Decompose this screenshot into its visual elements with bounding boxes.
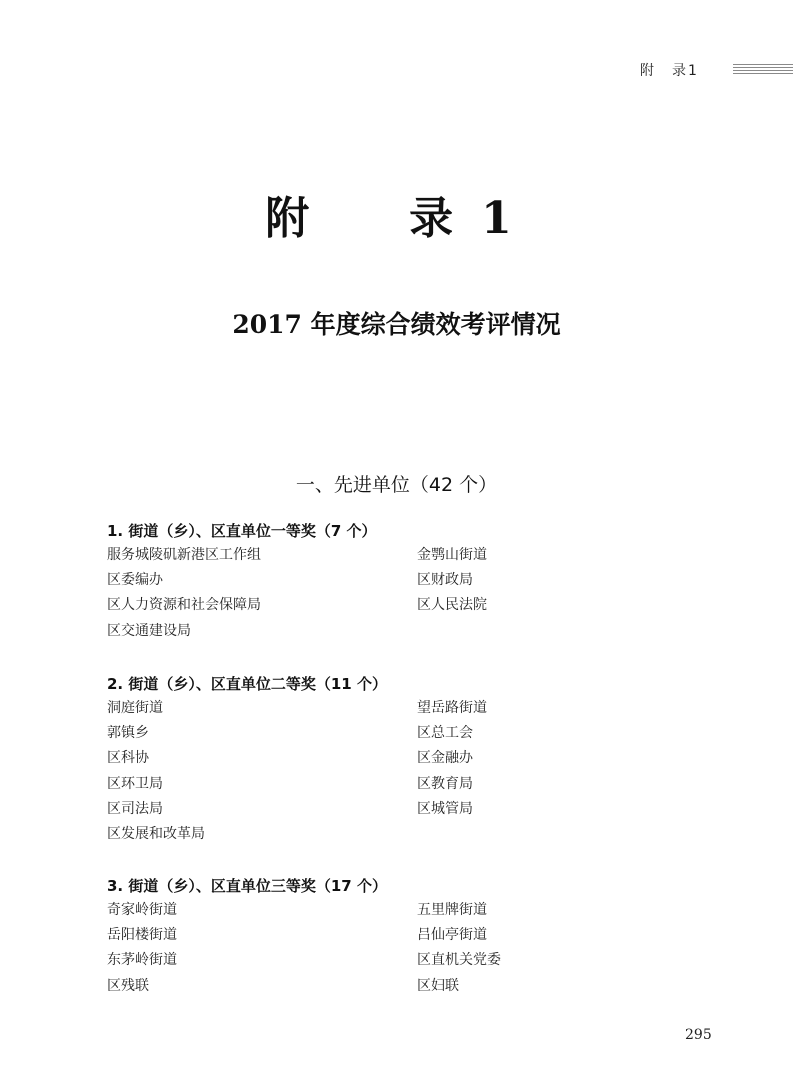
unit-list	[107, 898, 707, 999]
unit-item: 区财政局	[417, 572, 473, 589]
unit-list	[107, 543, 707, 644]
unit-item: 区直机关党委	[417, 952, 501, 969]
unit-item: 区司法局	[107, 800, 163, 817]
running-head	[640, 60, 699, 80]
page-title: 附 录1	[265, 193, 540, 244]
running-head-text: 附 录1	[640, 63, 699, 79]
unit-item: 岳阳楼街道	[107, 927, 177, 944]
unit-item: 区科协	[107, 750, 149, 767]
unit-item: 区交通建设局	[107, 622, 191, 639]
unit-item: 吕仙亭街道	[417, 927, 487, 944]
award-group-third	[107, 874, 707, 999]
award-group-second	[107, 672, 707, 847]
unit-item: 五里牌街道	[417, 902, 487, 918]
unit-list	[107, 696, 707, 847]
unit-item: 区残联	[107, 977, 149, 994]
unit-item: 区人力资源和社会保障局	[107, 597, 261, 614]
unit-item: 服务城陵矶新港区工作组	[107, 547, 261, 563]
section-heading: 一、先进单位（42 个）	[295, 474, 498, 496]
unit-item: 区环卫局	[107, 775, 163, 792]
page-subtitle: 2017 年度综合绩效考评情况	[232, 310, 561, 339]
group-title: 2. 街道（乡）、区直单位二等奖（11 个）	[107, 675, 387, 693]
unit-item: 区妇联	[417, 977, 459, 994]
unit-item: 区总工会	[417, 725, 473, 742]
unit-item: 洞庭街道	[107, 700, 163, 716]
unit-item: 郭镇乡	[107, 725, 149, 742]
unit-item: 东茅岭街道	[107, 952, 177, 969]
unit-item: 区人民法院	[417, 597, 487, 614]
header-rule-lines	[733, 64, 793, 76]
page-number: 295	[685, 1027, 712, 1043]
unit-item: 区城管局	[417, 800, 473, 817]
unit-item: 区教育局	[417, 775, 473, 792]
unit-item: 区金融办	[417, 750, 473, 767]
group-title: 3. 街道（乡）、区直单位三等奖（17 个）	[107, 877, 387, 895]
unit-item: 望岳路街道	[417, 700, 487, 716]
unit-item: 区委编办	[107, 572, 163, 589]
award-group-first	[107, 519, 707, 644]
unit-item: 金鹗山街道	[417, 547, 487, 563]
unit-item: 区发展和改革局	[107, 825, 205, 842]
group-title: 1. 街道（乡）、区直单位一等奖（7 个）	[107, 522, 377, 540]
unit-item: 奇家岭街道	[107, 902, 177, 918]
